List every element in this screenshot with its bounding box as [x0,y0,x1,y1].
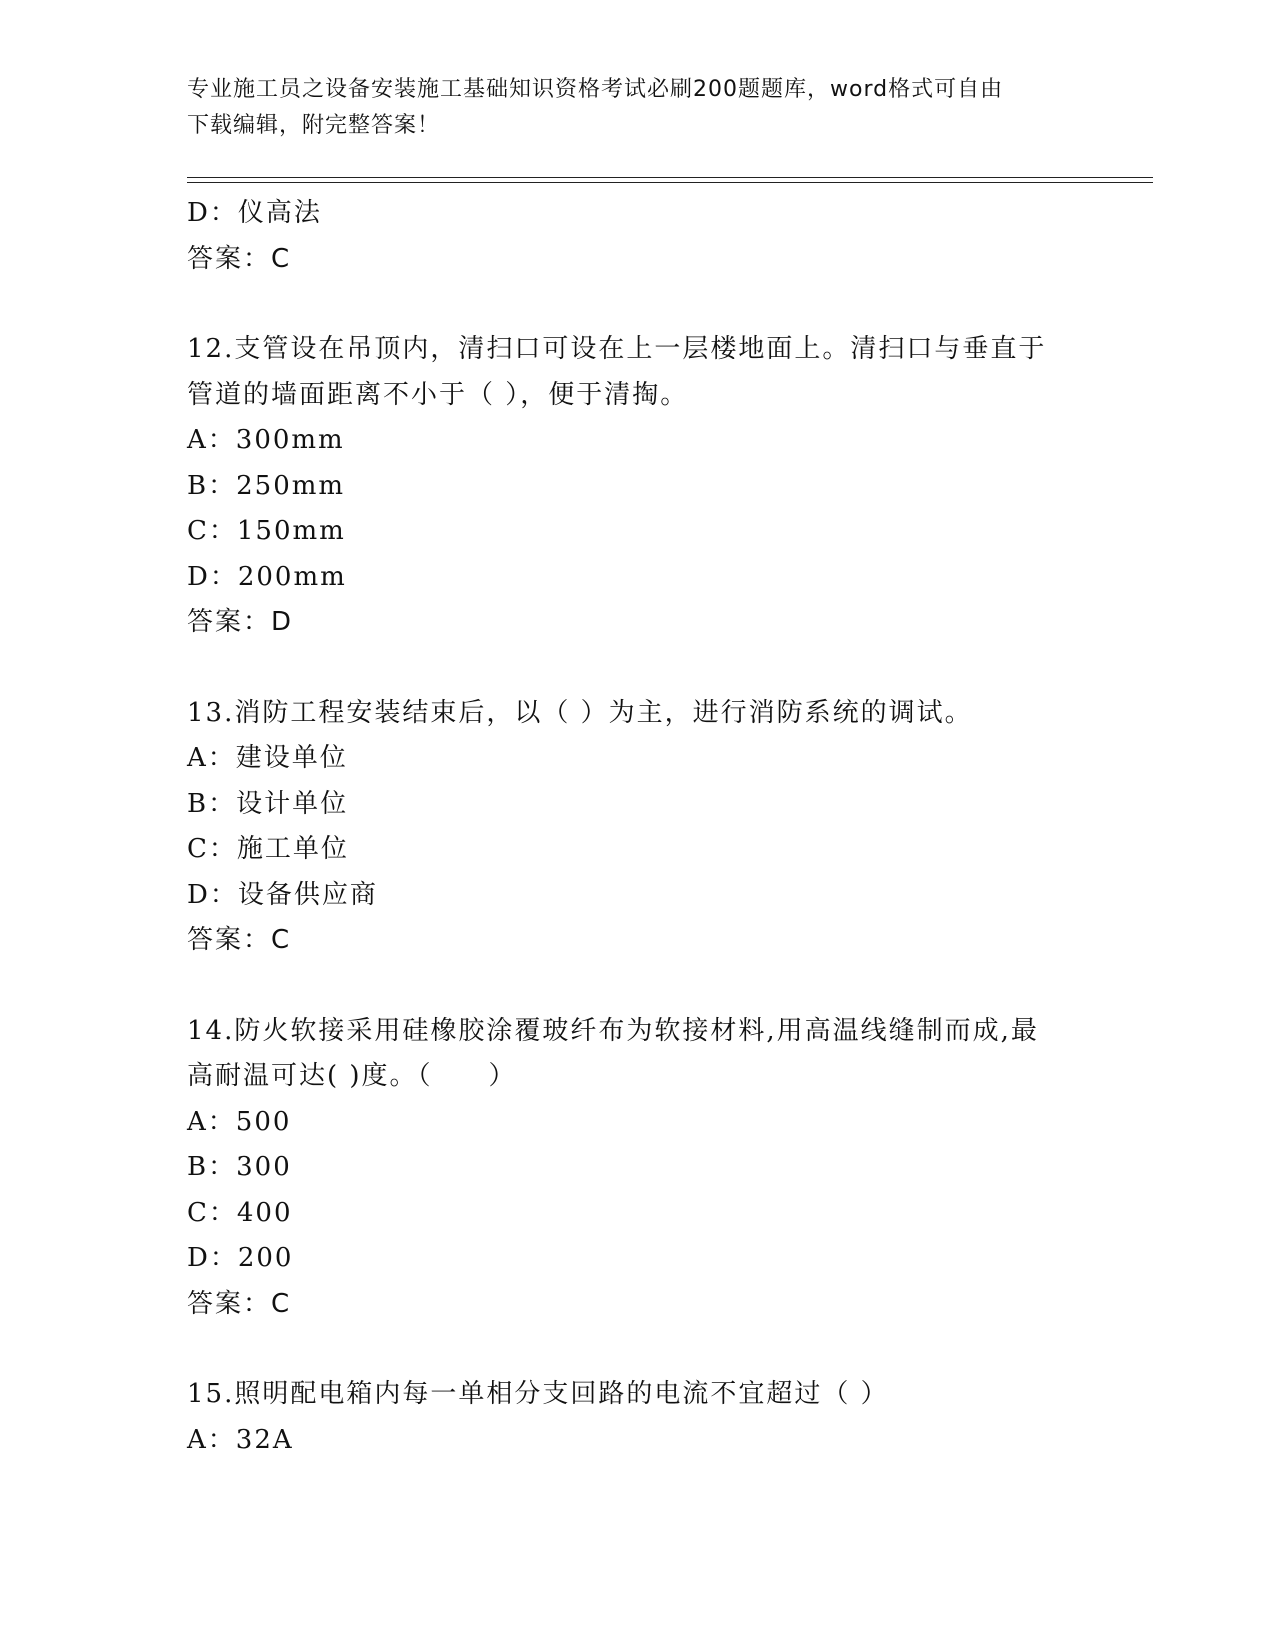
option-c: C：400 [187,1197,293,1228]
option-d: D：200 [187,1243,294,1273]
option-d: D：仪高法 [187,198,322,228]
question-15 [187,1372,1087,1463]
answer-line: 答案：D [187,607,294,637]
question-14 [187,1009,1087,1328]
question-text-line-2: 管道的墙面距离不小于（ ），便于清掏。 [187,379,689,410]
header-line-1: 专业施工员之设备安装施工基础知识资格考试必刷200题题库，word格式可自由 [187,77,1004,102]
option-c: C：施工单位 [187,834,349,864]
header-divider-top [187,177,1153,178]
question-13 [187,691,1087,964]
option-b: B：250mm [187,470,346,501]
question-11-tail [187,191,1087,282]
answer-line: 答案：C [187,1288,292,1319]
option-c: C：150mm [187,516,346,546]
option-a: A：500 [187,1106,292,1137]
option-b: B：300 [187,1152,292,1182]
question-12 [187,327,1087,646]
option-b: B：设计单位 [187,788,349,819]
question-text-line-1: 15.照明配电箱内每一单相分支回路的电流不宜超过（ ） [187,1379,889,1409]
header-divider-bottom [187,182,1153,183]
document-header [187,72,1067,144]
question-text-line-1: 12.支管设在吊顶内，清扫口可设在上一层楼地面上。清扫口与垂直于 [187,334,1047,364]
question-text-line-1: 14.防火软接采用硅橡胶涂覆玻纤布为软接材料,用高温线缝制而成,最 [187,1015,1039,1046]
option-d: D：设备供应商 [187,879,378,910]
question-text-line-2: 高耐温可达( )度。（ ） [187,1061,517,1091]
option-a: A：300mm [187,425,345,455]
option-a: A：建设单位 [187,743,348,773]
header-line-2: 下载编辑，附完整答案！ [187,113,441,138]
answer-line: 答案：C [187,925,292,955]
option-a: A：32A [187,1424,294,1455]
option-d: D：200mm [187,561,347,592]
question-list [187,191,1087,1463]
answer-line: 答案：C [187,243,292,274]
question-text-line-1: 13.消防工程安装结束后，以（ ）为主，进行消防系统的调试。 [187,697,973,728]
